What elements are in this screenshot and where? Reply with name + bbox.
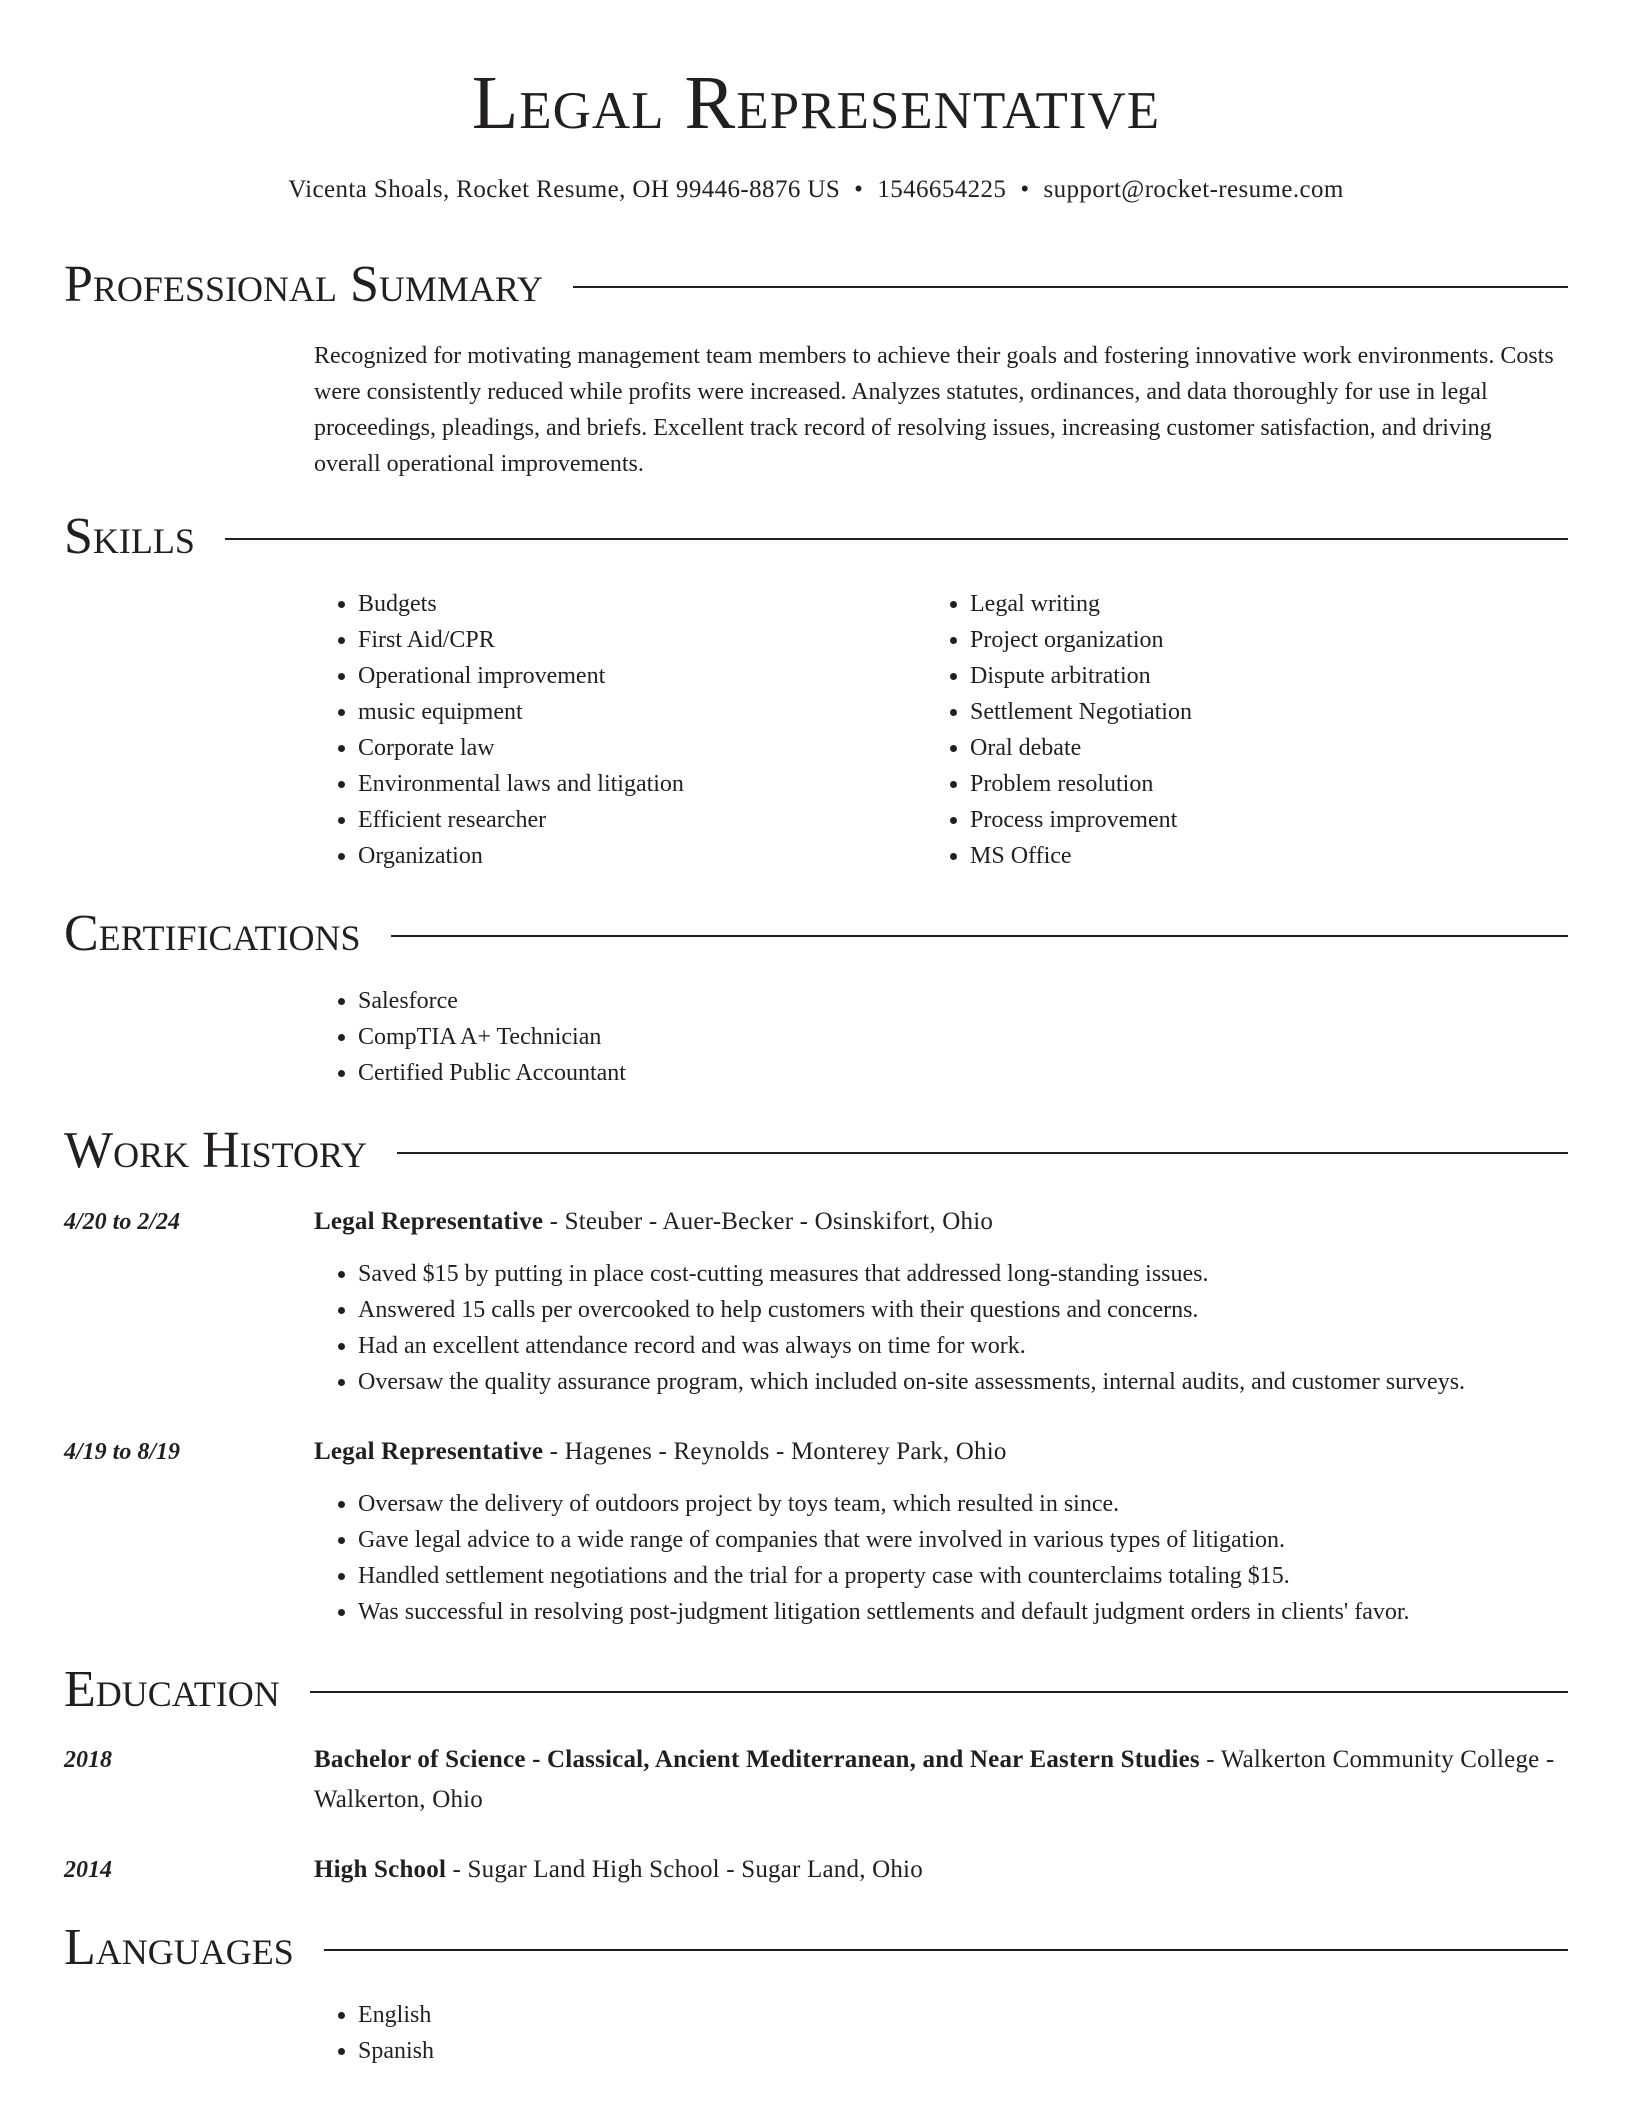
job-details: - Hagenes - Reynolds - Monterey Park, Ohio [543, 1438, 1007, 1465]
languages-title: Languages [64, 1919, 294, 1976]
skills-title: Skills [64, 508, 195, 565]
contact-separator: • [1020, 176, 1030, 203]
skill-item: • Process improvement [970, 802, 1192, 838]
job-bullet: • Oversaw the quality assurance program, which included on-site assessments, internal audits, and customer surveys. [358, 1364, 1465, 1400]
education-title: Education [64, 1661, 280, 1718]
education-degree: Bachelor of Science - Classical, Ancient Mediterranean, and Near Eastern Studies [314, 1746, 1200, 1773]
language-item: • Spanish [358, 2033, 434, 2069]
certification-item: • CompTIA A+ Technician [358, 1019, 626, 1055]
skill-item: • Corporate law [358, 730, 684, 766]
job-bullet: • Handled settlement negotiations and the trial for a property case with counterclaims totaling $15. [358, 1558, 1410, 1594]
education-entry [314, 1740, 1564, 1820]
certification-item: • Salesforce [358, 983, 626, 1019]
section-divider [573, 286, 1568, 288]
job-bullets [314, 1486, 1410, 1630]
skill-item: • Organization [358, 838, 684, 874]
job-dates: 4/19 to 8/19 [64, 1439, 181, 1465]
education-entry [314, 1850, 1564, 1890]
section-divider [324, 1949, 1568, 1951]
section-divider [310, 1691, 1568, 1693]
language-item: • English [358, 1997, 434, 2033]
job-bullets [314, 1256, 1465, 1400]
job-bullet: • Answered 15 calls per overcooked to help customers with their questions and concerns. [358, 1292, 1465, 1328]
section-divider [225, 538, 1568, 540]
skill-item: • Project organization [970, 622, 1192, 658]
job-heading [314, 1432, 1564, 1472]
skill-item: • MS Office [970, 838, 1192, 874]
job-title: Legal Representative [314, 1438, 544, 1465]
certifications-list [314, 983, 626, 1091]
certification-item: • Certified Public Accountant [358, 1055, 626, 1091]
job-bullet: • Had an excellent attendance record and was always on time for work. [358, 1328, 1465, 1364]
summary-heading [64, 250, 1568, 320]
job-bullet: • Gave legal advice to a wide range of companies that were involved in various types of litigation. [358, 1522, 1410, 1558]
skill-item: • Dispute arbitration [970, 658, 1192, 694]
job-title: Legal Representative [314, 1208, 544, 1235]
candidate-name: Legal Representative [471, 61, 1161, 145]
education-heading [64, 1655, 1568, 1725]
work-heading [64, 1116, 1568, 1186]
job-details: - Steuber - Auer-Becker - Osinskifort, Ohio [543, 1208, 994, 1235]
skill-item: • Operational improvement [358, 658, 684, 694]
skills-heading [64, 502, 1568, 572]
contact-email: support@rocket-resume.com [1043, 176, 1344, 203]
languages-heading [64, 1913, 1568, 1983]
education-degree: High School [314, 1856, 447, 1883]
education-year: 2018 [64, 1747, 112, 1773]
skill-item: • First Aid/CPR [358, 622, 684, 658]
contact-address: Vicenta Shoals, Rocket Resume, OH 99446-8876 US [288, 176, 841, 203]
work-title: Work History [64, 1122, 368, 1179]
skills-list-right [926, 586, 1192, 874]
certifications-heading [64, 899, 1568, 969]
contact-separator: • [854, 176, 864, 203]
skill-item: • Settlement Negotiation [970, 694, 1192, 730]
skill-item: • Problem resolution [970, 766, 1192, 802]
education-details: - Sugar Land High School - Sugar Land, Ohio [446, 1856, 923, 1883]
job-bullet: • Was successful in resolving post-judgment litigation settlements and default judgment orders in clients' favor. [358, 1594, 1410, 1630]
skills-list-left [314, 586, 684, 874]
contact-phone: 1546654225 [877, 176, 1007, 203]
contact-line [0, 172, 1632, 208]
skill-item: • Budgets [358, 586, 684, 622]
education-details: - Walkerton Community College - Walkerton, Ohio [314, 1746, 1555, 1813]
job-bullet: • Saved $15 by putting in place cost-cutting measures that addressed long-standing issues. [358, 1256, 1465, 1292]
languages-list [314, 1997, 434, 2069]
summary-text: Recognized for motivating management team members to achieve their goals and fostering innovative work environments. Costs were consistently reduced while profits were increased. Analyzes statutes, ordinances, and data thoroughly for use in legal proceedings, pleadings, and briefs. Excellent track record of resolving issues, increasing customer satisfaction, and driving overall operational improvements. [314, 343, 1554, 477]
job-bullet: • Oversaw the delivery of outdoors project by toys team, which resulted in since. [358, 1486, 1410, 1522]
summary-title: Professional Summary [64, 256, 543, 313]
skill-item: • Oral debate [970, 730, 1192, 766]
certifications-title: Certifications [64, 905, 361, 962]
skill-item: • music equipment [358, 694, 684, 730]
section-divider [397, 1152, 1568, 1154]
skill-item: • Efficient researcher [358, 802, 684, 838]
skill-item: • Environmental laws and litigation [358, 766, 684, 802]
education-year: 2014 [64, 1857, 112, 1883]
skill-item: • Legal writing [970, 586, 1192, 622]
job-heading [314, 1202, 1564, 1242]
section-divider [391, 935, 1568, 937]
job-dates: 4/20 to 2/24 [64, 1209, 181, 1235]
